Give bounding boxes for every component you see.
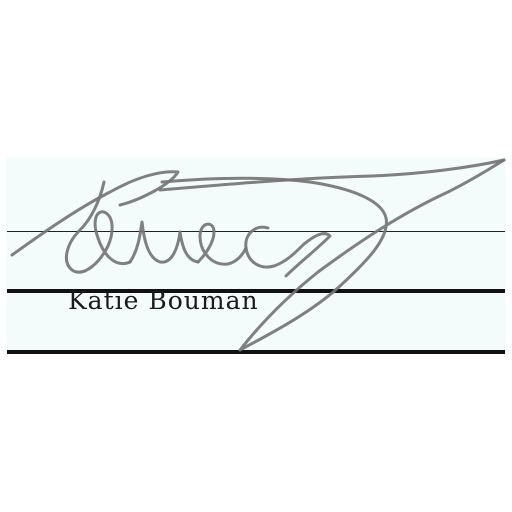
signature-background-band bbox=[7, 157, 505, 353]
signer-name: Katie Bouman bbox=[68, 286, 259, 315]
signature-bottom-line bbox=[7, 350, 505, 354]
signature-guide-line bbox=[7, 231, 505, 232]
